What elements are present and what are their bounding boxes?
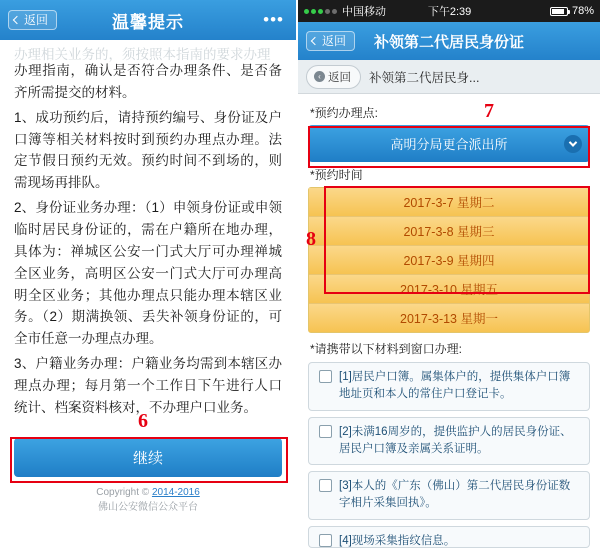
left-phone-panel [0,0,298,519]
chevron-left-icon [13,16,21,24]
marker-8: 8 [306,228,316,250]
marker-6: 6 [138,410,148,432]
clock-label: 下午2:39 [427,6,472,18]
notice-text: [1]居民户口簿。属集体户的，提供集体户口簿地址页和本人的常住户口登记卡。 [339,371,571,401]
marker-7: 7 [484,100,494,122]
date-option[interactable]: 2017-3-10 星期五 [309,275,589,304]
notice-item[interactable] [308,526,590,548]
right-back-button[interactable] [306,31,355,51]
left-page-title: 温馨提示 [112,12,184,32]
date-option[interactable]: 2017-3-13 星期一 [309,304,589,332]
sub-back-label: 返回 [328,71,351,84]
notice-text: [3]本人的《广东（佛山）第二代居民身份证数字相片采集回执》。 [339,480,571,510]
checkbox-icon[interactable] [319,479,332,492]
paragraph: 办理指南，确认是否符合办理条件、是否备齐所需提交的材料。 [14,63,282,100]
notice-text: [2]未满16周岁的，提供监护人的居民身份证、居民户口簿及亲属关系证明。 [339,425,572,455]
circle-back-icon: ‹ [314,71,325,82]
datetime-options-list[interactable] [308,187,590,333]
right-page-title: 补领第二代居民身份证 [373,33,524,51]
left-navigation-bar [0,0,296,40]
chevron-down-icon[interactable] [564,135,582,153]
continue-button-wrapper [14,438,282,477]
more-dots-icon[interactable]: ••• [263,10,284,29]
battery-percent: 78% [571,5,594,17]
right-navigation-bar [298,22,600,60]
right-phone-panel [298,0,600,547]
checkbox-icon[interactable] [319,425,332,438]
notice-item[interactable] [308,362,590,411]
copyright-link[interactable]: 2014-2016 [151,487,200,498]
status-right-group [550,5,594,17]
appointment-form [298,94,600,547]
office-select[interactable] [308,125,590,162]
date-option[interactable]: 2017-3-9 星期四 [309,246,589,275]
sub-back-button[interactable] [306,65,361,89]
date-option[interactable]: 2017-3-8 星期三 [309,217,589,246]
left-back-label: 返回 [24,13,49,27]
notice-field-label: *请携带以下材料到窗口办理: [310,342,463,356]
carrier-label: 中国移动 [342,6,386,18]
footer-line2: 佛山公安微信公众平台 [98,502,198,513]
status-bar [298,0,600,22]
paragraph: 2、身份证业务办理：（1）申领身份证或申领临时居民身份证的，需在户籍所在地办理，具体为：禅城区公安一门式大厅可办理禅城全区业务，高明区公安一门式大厅可办理高明全区业务；其他办理点只能办理本辖区业务。（2）期满换领、丢失补领身份证的，可全市任意一办理点办理。 [14,200,282,347]
notice-item[interactable] [308,417,590,466]
office-selected-value: 高明分局更合派出所 [390,137,508,152]
faded-partial-line: 办理相关业务的，须按照本指南的要求办理 [14,47,271,62]
battery-icon [550,7,568,16]
checkbox-icon[interactable] [319,534,332,547]
chevron-left-icon [311,37,319,45]
date-option[interactable]: 2017-3-7 星期二 [309,188,589,217]
left-footer [0,485,296,515]
paragraph: 1、成功预约后，请持预约编号、身份证及户口簿等相关材料按时到预约办理点办理。法定节假日预约无效。预约时间不到场的，则需现场再排队。 [14,109,282,191]
notice-item[interactable] [308,471,590,520]
checkbox-icon[interactable] [319,370,332,383]
sub-toolbar [298,60,600,94]
signal-dots-icon [304,9,337,14]
office-field-label: *预约办理点: [310,106,379,120]
left-back-button[interactable] [8,10,57,30]
copyright-prefix: Copyright © [96,487,150,498]
paragraph: 3、户籍业务办理：户籍业务均需到本辖区办理点办理；每月第一个工作日下午进行人口统计、档案资料核对，不办理户口业务。 [14,356,282,415]
sub-toolbar-title: 补领第二代居民身... [369,70,480,85]
notice-text: [4]现场采集指纹信息。 [339,534,456,547]
left-document-body [0,40,296,419]
continue-button[interactable]: 继续 [14,438,282,477]
right-back-label: 返回 [322,34,347,48]
datetime-field-label: *预约时间 [310,168,363,182]
